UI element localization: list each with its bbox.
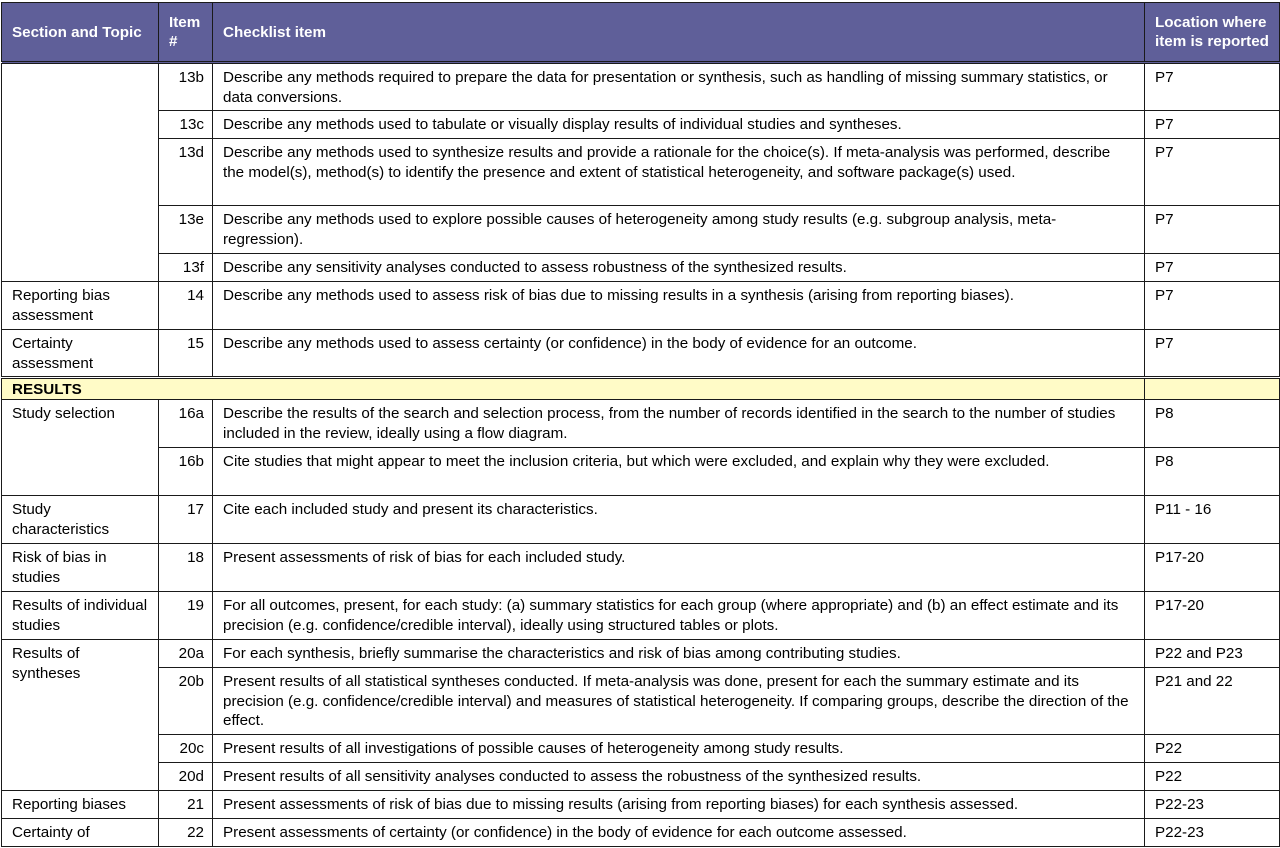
item-number: 13b (159, 63, 213, 111)
location-cell: P7 (1145, 206, 1280, 254)
checklist-text: Describe the results of the search and selection process, from the number of records identified in the search to the number of studies included in the review, ideally using a flow diagram. (213, 400, 1145, 448)
checklist-text: Cite each included study and present its characteristics. (213, 496, 1145, 544)
table-row (2, 544, 1280, 592)
table-row (2, 763, 1280, 791)
item-number: 15 (159, 330, 213, 378)
location-cell: P7 (1145, 330, 1280, 378)
table-row (2, 791, 1280, 819)
topic-cell: Certainty assessment (2, 330, 159, 378)
table-row (2, 496, 1280, 544)
table-row (2, 139, 1280, 206)
item-number: 16a (159, 400, 213, 448)
location-cell: P11 - 16 (1145, 496, 1280, 544)
topic-cell: Results of individual studies (2, 592, 159, 640)
item-number: 20c (159, 735, 213, 763)
header-location: Location where item is reported (1145, 3, 1280, 63)
checklist-text: Describe any methods required to prepare the data for presentation or synthesis, such as handling of missing summary statistics, or data conversions. (213, 63, 1145, 111)
location-cell: P8 (1145, 400, 1280, 448)
checklist-table (1, 2, 1280, 847)
location-cell: P7 (1145, 111, 1280, 139)
topic-cell: Results of syntheses (2, 640, 159, 791)
item-number: 13f (159, 254, 213, 282)
location-cell: P22 (1145, 763, 1280, 791)
topic-cell: Reporting biases (2, 791, 159, 819)
item-number: 20b (159, 668, 213, 735)
location-cell: P7 (1145, 63, 1280, 111)
checklist-text: For each synthesis, briefly summarise the characteristics and risk of bias among contributing studies. (213, 640, 1145, 668)
item-number: 18 (159, 544, 213, 592)
location-cell: P22-23 (1145, 819, 1280, 847)
checklist-text: Present assessments of certainty (or confidence) in the body of evidence for each outcome assessed. (213, 819, 1145, 847)
location-cell: P21 and 22 (1145, 668, 1280, 735)
checklist-text: Describe any methods used to assess risk of bias due to missing results in a synthesis (arising from reporting biases). (213, 282, 1145, 330)
table-row (2, 640, 1280, 668)
item-number: 13e (159, 206, 213, 254)
topic-cell: Study selection (2, 400, 159, 496)
item-number: 16b (159, 448, 213, 496)
section-heading-location (1145, 378, 1280, 400)
header-checklist-item: Checklist item (213, 3, 1145, 63)
item-number: 21 (159, 791, 213, 819)
location-cell: P7 (1145, 254, 1280, 282)
checklist-text: Describe any methods used to explore possible causes of heterogeneity among study results (e.g. subgroup analysis, meta-regression). (213, 206, 1145, 254)
location-cell: P22-23 (1145, 791, 1280, 819)
table-row (2, 111, 1280, 139)
checklist-text: For all outcomes, present, for each study: (a) summary statistics for each group (where appropriate) and (b) an effect estimate and its precision (e.g. confidence/credible interval), ideally using structured tables or plots. (213, 592, 1145, 640)
item-number: 19 (159, 592, 213, 640)
table-row (2, 668, 1280, 735)
section-row-results (2, 378, 1280, 400)
checklist-text: Cite studies that might appear to meet the inclusion criteria, but which were excluded, and explain why they were excluded. (213, 448, 1145, 496)
location-cell: P22 and P23 (1145, 640, 1280, 668)
item-number: 13c (159, 111, 213, 139)
table-row (2, 735, 1280, 763)
header-item-number: Item # (159, 3, 213, 63)
location-cell: P22 (1145, 735, 1280, 763)
topic-cell: Reporting bias assessment (2, 282, 159, 330)
item-number: 17 (159, 496, 213, 544)
topic-cell: Risk of bias in studies (2, 544, 159, 592)
topic-cell: Certainty of (2, 819, 159, 847)
item-number: 13d (159, 139, 213, 206)
checklist-text: Present assessments of risk of bias for each included study. (213, 544, 1145, 592)
section-heading: RESULTS (2, 378, 1145, 400)
checklist-text: Describe any methods used to synthesize results and provide a rationale for the choice(s). If meta-analysis was performed, describe the model(s), method(s) to identify the presence and extent of statistical heterogeneity, and software package(s) used. (213, 139, 1145, 206)
table-row (2, 282, 1280, 330)
table-row (2, 63, 1280, 111)
location-cell: P8 (1145, 448, 1280, 496)
topic-cell (2, 63, 159, 282)
table-row (2, 819, 1280, 847)
item-number: 22 (159, 819, 213, 847)
topic-cell: Study characteristics (2, 496, 159, 544)
checklist-text: Describe any sensitivity analyses conducted to assess robustness of the synthesized results. (213, 254, 1145, 282)
location-cell: P7 (1145, 282, 1280, 330)
header-section-topic: Section and Topic (2, 3, 159, 63)
table-row (2, 448, 1280, 496)
checklist-text: Present results of all investigations of possible causes of heterogeneity among study results. (213, 735, 1145, 763)
checklist-text: Present assessments of risk of bias due to missing results (arising from reporting biases) for each synthesis assessed. (213, 791, 1145, 819)
table-row (2, 206, 1280, 254)
checklist-text: Describe any methods used to assess certainty (or confidence) in the body of evidence for an outcome. (213, 330, 1145, 378)
table-row (2, 400, 1280, 448)
item-number: 14 (159, 282, 213, 330)
location-cell: P17-20 (1145, 592, 1280, 640)
table-row (2, 330, 1280, 378)
table-row (2, 592, 1280, 640)
location-cell: P7 (1145, 139, 1280, 206)
table-row (2, 254, 1280, 282)
checklist-text: Describe any methods used to tabulate or visually display results of individual studies and syntheses. (213, 111, 1145, 139)
item-number: 20a (159, 640, 213, 668)
checklist-text: Present results of all statistical syntheses conducted. If meta-analysis was done, present for each the summary estimate and its precision (e.g. confidence/credible interval) and measures of statistical heterogeneity. If comparing groups, describe the direction of the effect. (213, 668, 1145, 735)
location-cell: P17-20 (1145, 544, 1280, 592)
header-row (2, 3, 1280, 63)
item-number: 20d (159, 763, 213, 791)
checklist-text: Present results of all sensitivity analyses conducted to assess the robustness of the synthesized results. (213, 763, 1145, 791)
